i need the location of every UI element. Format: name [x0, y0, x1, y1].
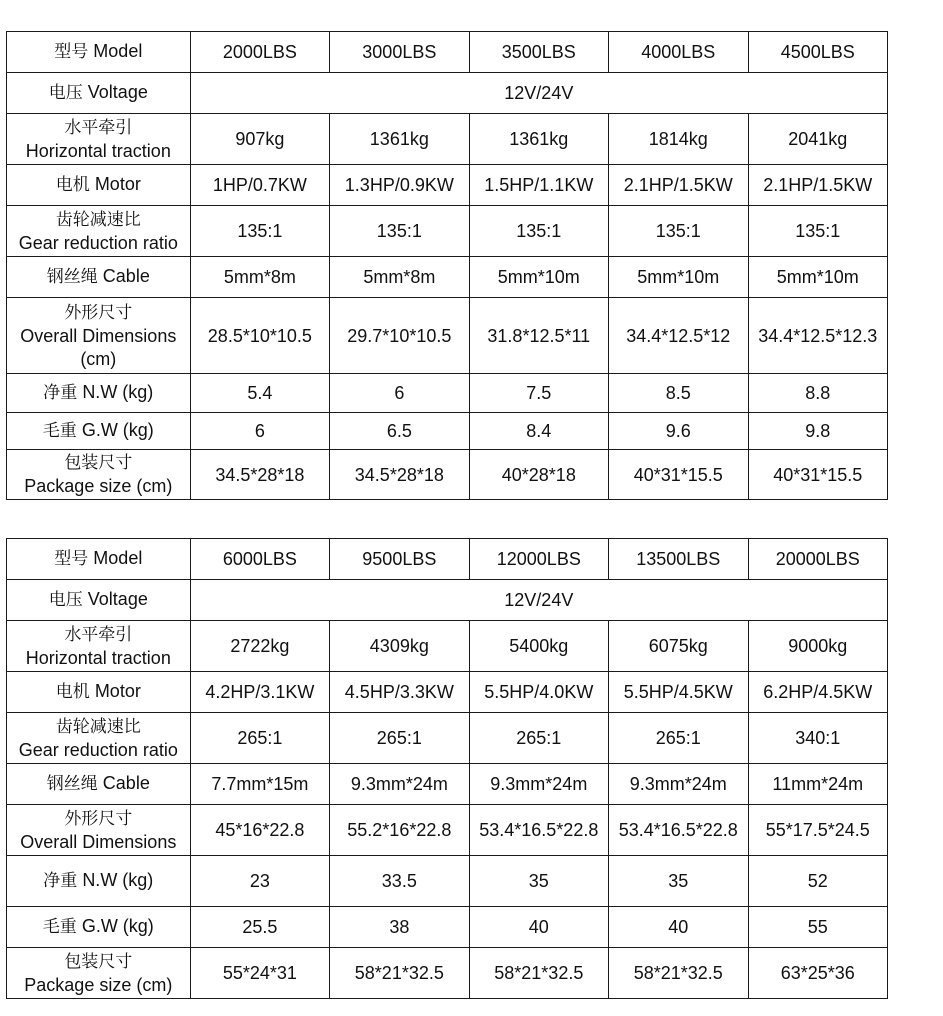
cable-cell: 9.3mm*24m [609, 764, 748, 805]
row-cable [7, 257, 888, 298]
gross-weight-cell: 6 [190, 413, 329, 450]
net-weight-cell: 52 [748, 856, 888, 907]
gross-weight-cell: 55 [748, 907, 888, 948]
cable-cell: 7.7mm*15m [190, 764, 329, 805]
gross-weight-cell: 25.5 [190, 907, 329, 948]
net-weight-cell: 35 [469, 856, 608, 907]
spec-table-2 [6, 538, 888, 999]
cable-cell: 9.3mm*24m [330, 764, 469, 805]
label-model: 型号 Model [7, 539, 191, 580]
label-cable: 钢丝绳 Cable [7, 257, 191, 298]
package-size-cell: 40*31*15.5 [748, 450, 888, 500]
dimensions-cell: 29.7*10*10.5 [330, 298, 469, 374]
voltage-cell: 12V/24V [190, 580, 887, 621]
motor-cell: 1.5HP/1.1KW [469, 165, 608, 206]
motor-cell: 4.2HP/3.1KW [190, 672, 329, 713]
cable-cell: 5mm*10m [469, 257, 608, 298]
gear-ratio-cell: 265:1 [190, 713, 329, 764]
motor-cell: 2.1HP/1.5KW [609, 165, 748, 206]
traction-cell: 1361kg [330, 114, 469, 165]
package-size-cell: 58*21*32.5 [469, 948, 608, 999]
gross-weight-cell: 8.4 [469, 413, 608, 450]
cable-cell: 5mm*8m [330, 257, 469, 298]
package-size-cell: 58*21*32.5 [330, 948, 469, 999]
traction-cell: 5400kg [469, 621, 608, 672]
cable-cell: 5mm*10m [748, 257, 888, 298]
motor-cell: 1HP/0.7KW [190, 165, 329, 206]
model-cell: 12000LBS [469, 539, 608, 580]
package-size-cell: 34.5*28*18 [330, 450, 469, 500]
row-gross-weight [7, 907, 888, 948]
package-size-cell: 55*24*31 [190, 948, 329, 999]
traction-cell: 4309kg [330, 621, 469, 672]
model-cell: 20000LBS [748, 539, 888, 580]
label-motor: 电机 Motor [7, 672, 191, 713]
row-cable [7, 764, 888, 805]
gear-ratio-cell: 135:1 [748, 206, 888, 257]
row-gross-weight [7, 413, 888, 450]
dimensions-cell: 55*17.5*24.5 [748, 805, 888, 856]
label-traction: 水平牵引 Horizontal traction [7, 114, 191, 165]
package-size-cell: 34.5*28*18 [190, 450, 329, 500]
model-cell: 6000LBS [190, 539, 329, 580]
traction-cell: 6075kg [609, 621, 748, 672]
dimensions-cell: 55.2*16*22.8 [330, 805, 469, 856]
dimensions-cell: 31.8*12.5*11 [469, 298, 608, 374]
row-voltage [7, 73, 888, 114]
label-dimensions: 外形尺寸 Overall Dimensions [7, 805, 191, 856]
model-cell: 2000LBS [190, 32, 329, 73]
package-size-cell: 58*21*32.5 [609, 948, 748, 999]
label-model: 型号 Model [7, 32, 191, 73]
net-weight-cell: 8.8 [748, 374, 888, 413]
row-traction [7, 621, 888, 672]
package-size-cell: 40*28*18 [469, 450, 608, 500]
traction-cell: 2041kg [748, 114, 888, 165]
dimensions-cell: 53.4*16.5*22.8 [609, 805, 748, 856]
cable-cell: 9.3mm*24m [469, 764, 608, 805]
dimensions-cell: 28.5*10*10.5 [190, 298, 329, 374]
label-voltage: 电压 Voltage [7, 580, 191, 621]
dimensions-cell: 34.4*12.5*12.3 [748, 298, 888, 374]
net-weight-cell: 35 [609, 856, 748, 907]
net-weight-cell: 6 [330, 374, 469, 413]
model-cell: 9500LBS [330, 539, 469, 580]
row-net-weight [7, 374, 888, 413]
gross-weight-cell: 9.8 [748, 413, 888, 450]
dimensions-cell: 53.4*16.5*22.8 [469, 805, 608, 856]
gear-ratio-cell: 135:1 [330, 206, 469, 257]
gear-ratio-cell: 265:1 [609, 713, 748, 764]
model-cell: 3000LBS [330, 32, 469, 73]
label-package-size: 包装尺寸 Package size (cm) [7, 948, 191, 999]
label-gear-ratio: 齿轮减速比 Gear reduction ratio [7, 206, 191, 257]
row-package-size [7, 450, 888, 500]
gear-ratio-cell: 265:1 [330, 713, 469, 764]
row-dimensions [7, 805, 888, 856]
label-voltage: 电压 Voltage [7, 73, 191, 114]
gear-ratio-cell: 135:1 [190, 206, 329, 257]
traction-cell: 2722kg [190, 621, 329, 672]
gear-ratio-cell: 265:1 [469, 713, 608, 764]
cable-cell: 5mm*8m [190, 257, 329, 298]
motor-cell: 1.3HP/0.9KW [330, 165, 469, 206]
traction-cell: 907kg [190, 114, 329, 165]
gear-ratio-cell: 340:1 [748, 713, 888, 764]
gross-weight-cell: 38 [330, 907, 469, 948]
gross-weight-cell: 6.5 [330, 413, 469, 450]
row-motor [7, 672, 888, 713]
label-package-size: 包装尺寸 Package size (cm) [7, 450, 191, 500]
row-motor [7, 165, 888, 206]
label-gear-ratio: 齿轮减速比 Gear reduction ratio [7, 713, 191, 764]
dimensions-cell: 45*16*22.8 [190, 805, 329, 856]
net-weight-cell: 23 [190, 856, 329, 907]
net-weight-cell: 7.5 [469, 374, 608, 413]
label-motor: 电机 Motor [7, 165, 191, 206]
dimensions-cell: 34.4*12.5*12 [609, 298, 748, 374]
traction-cell: 1814kg [609, 114, 748, 165]
traction-cell: 1361kg [469, 114, 608, 165]
row-net-weight [7, 856, 888, 907]
row-model [7, 32, 888, 73]
cable-cell: 5mm*10m [609, 257, 748, 298]
label-cable: 钢丝绳 Cable [7, 764, 191, 805]
net-weight-cell: 5.4 [190, 374, 329, 413]
model-cell: 3500LBS [469, 32, 608, 73]
row-voltage [7, 580, 888, 621]
motor-cell: 5.5HP/4.5KW [609, 672, 748, 713]
voltage-cell: 12V/24V [190, 73, 887, 114]
gross-weight-cell: 40 [609, 907, 748, 948]
label-net-weight: 净重 N.W (kg) [7, 856, 191, 907]
model-cell: 4500LBS [748, 32, 888, 73]
package-size-cell: 63*25*36 [748, 948, 888, 999]
net-weight-cell: 33.5 [330, 856, 469, 907]
gear-ratio-cell: 135:1 [469, 206, 608, 257]
gear-ratio-cell: 135:1 [609, 206, 748, 257]
net-weight-cell: 8.5 [609, 374, 748, 413]
row-package-size [7, 948, 888, 999]
label-traction: 水平牵引 Horizontal traction [7, 621, 191, 672]
label-gross-weight: 毛重 G.W (kg) [7, 413, 191, 450]
row-gear-ratio [7, 713, 888, 764]
motor-cell: 2.1HP/1.5KW [748, 165, 888, 206]
gross-weight-cell: 9.6 [609, 413, 748, 450]
motor-cell: 4.5HP/3.3KW [330, 672, 469, 713]
row-model [7, 539, 888, 580]
motor-cell: 5.5HP/4.0KW [469, 672, 608, 713]
label-gross-weight: 毛重 G.W (kg) [7, 907, 191, 948]
row-dimensions [7, 298, 888, 374]
row-gear-ratio [7, 206, 888, 257]
traction-cell: 9000kg [748, 621, 888, 672]
row-traction [7, 114, 888, 165]
label-net-weight: 净重 N.W (kg) [7, 374, 191, 413]
spec-table-1 [6, 31, 888, 500]
package-size-cell: 40*31*15.5 [609, 450, 748, 500]
gross-weight-cell: 40 [469, 907, 608, 948]
model-cell: 4000LBS [609, 32, 748, 73]
label-dimensions: 外形尺寸 Overall Dimensions (cm) [7, 298, 191, 374]
motor-cell: 6.2HP/4.5KW [748, 672, 888, 713]
model-cell: 13500LBS [609, 539, 748, 580]
cable-cell: 11mm*24m [748, 764, 888, 805]
